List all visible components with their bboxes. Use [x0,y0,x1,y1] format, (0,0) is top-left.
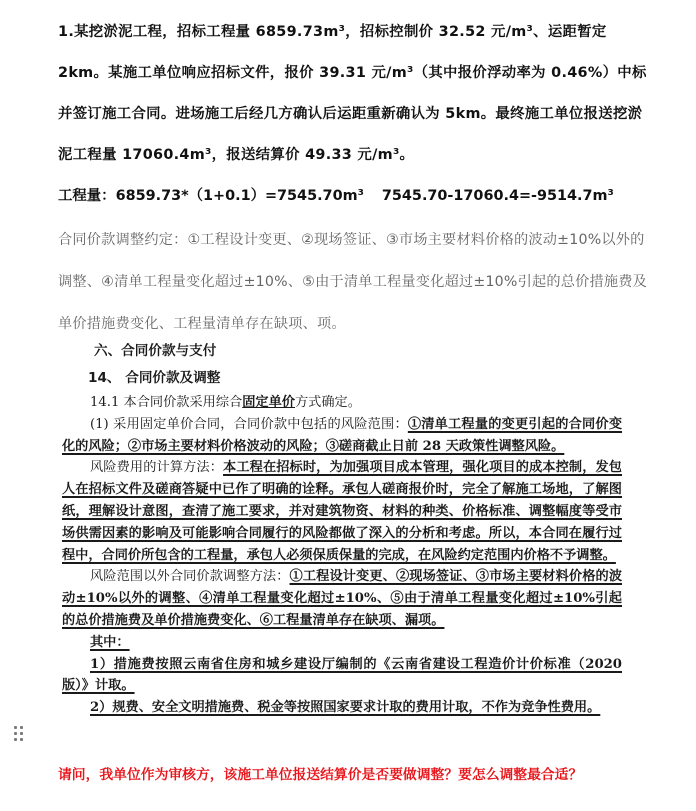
problem-paragraph: 1.某挖淤泥工程，招标工程量 6859.73m³，招标控制价 32.52 元/m³、运距暂定 2km。某施工单位响应招标文件，报价 39.31 元/m³（其中报价浮动率为 0.46%）中标并签订施工合同。进场施工后经几方确认后运距重新确认为 5km。最终施工单位报送挖淤泥工程量 17060.4m³，报送结算价 49.33 元/m³。 [58,24,647,163]
contract-excerpt [62,338,622,719]
risk-method-paragraph: 风险费用的计算方法：本工程在招标时，为加强项目成本管理，强化项目的成本控制，发包人在招标文件及磋商答疑中已作了明确的诠释。承包人磋商报价时，完全了解施工场地，了解图纸，理解设计意图，查清了施工要求，并对建筑物资、材料的种类、价格标准、调整幅度等受市场供需因素的影响及可能影响合同履行的风险都做了深入的分析和考虑。所以，本合同在履行过程中，合同价所包含的工程量，承包人必须保质保量的完成，在风险约定范围内价格不予调整。 [62,460,622,563]
subsection-heading: 14、 合同价款及调整 [88,370,221,386]
risk-scope-paragraph: (1) 采用固定单价合同，合同价款中包括的风险范围：①清单工程量的变更引起的合同价变化的风险；②市场主要材料价格波动的风险；③磋商截止日前 28 天政策性调整风险。 [62,416,623,454]
section-heading: 六、合同价款与支付 [94,343,217,359]
calculation-line-1: 工程量：6859.73*（1+0.1）=7545.70m³ [58,188,364,204]
adjustment-note: 合同价款调整约定：①工程设计变更、②现场签证、③市场主要材料价格的波动±10%以外的调整、④清单工程量变化超过±10%、⑤由于清单工程量变化超过±10%引起的总价措施费及单价措施费变化、工程量清单存在缺项、项。 [58,232,648,332]
item-1: 1）措施费按照云南省住房和城乡建设厅编制的《云南省建设工程造价计价标准（2020 版）》计取。 [62,656,622,694]
clause-14-1: 14.1 本合同价款采用综合固定单价方式确定。 [90,395,361,410]
fixed-unit-price-term: 固定单价 [242,395,295,410]
item-2: 2）规费、安全文明措施费、税金等按照国家要求计取的费用计取，不作为竞争性费用。 [90,700,601,716]
among-label: 其中： [90,634,130,650]
calculation-line-2: 7545.70-17060.4=-9514.7m³ [381,188,614,204]
outside-risk-paragraph: 风险范围以外合同价款调整方法：①工程设计变更、②现场签证、③市场主要材料价格的波动±10%以外的调整、④清单工程量变化超过±10%、⑤由于清单工程量变化超过±10%引起的总价措施费及单价措施费变化、⑥工程量清单存在缺项、漏项。 [62,569,623,628]
drag-handle-icon[interactable] [14,726,28,744]
quantity-calculation [58,176,658,217]
question-text: 请问，我单位作为审核方，该施工单位报送结算价是否要做调整？要怎么调整最合适？ [58,767,583,783]
